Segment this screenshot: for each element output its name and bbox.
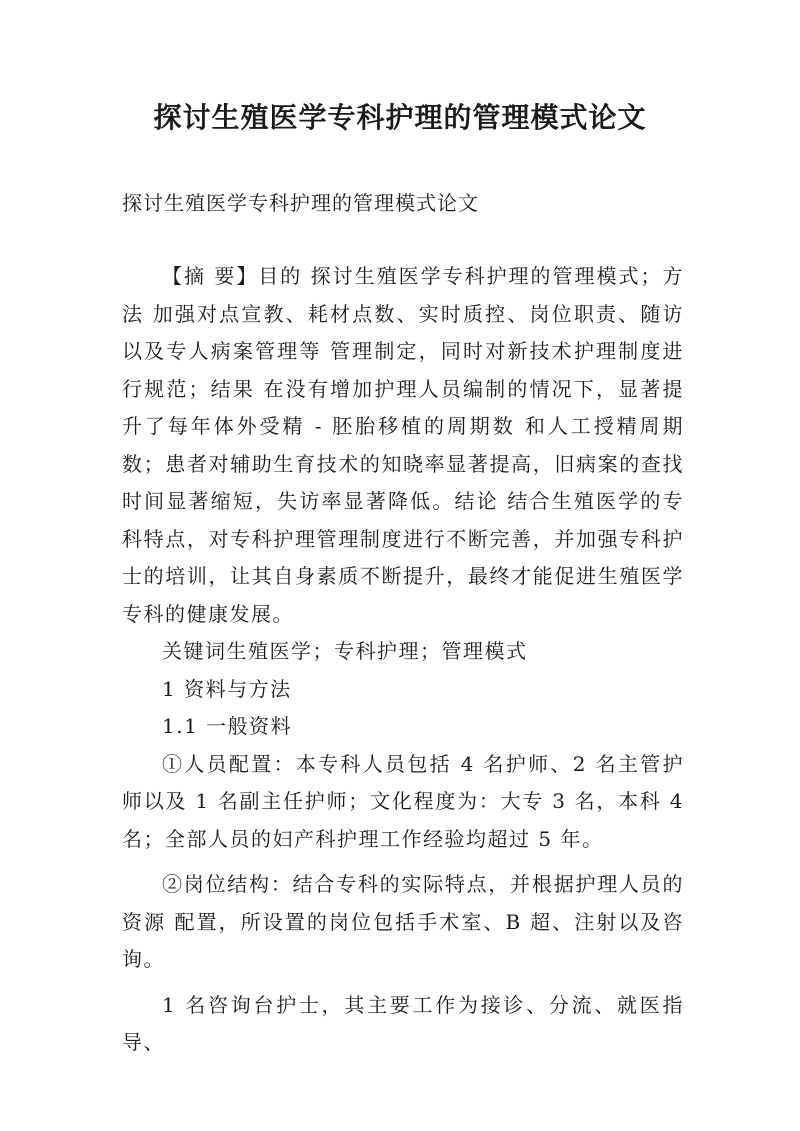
consultation-nurse-paragraph: 1 名咨询台护士，其主要工作为接诊、分流、就医指导、 [122, 992, 684, 1054]
section-heading: 1 资料与方法 [162, 676, 292, 701]
document-title: 探讨生殖医学专科护理的管理模式论文 [153, 101, 647, 134]
keywords-line: 关键词生殖医学；专科护理；管理模式 [162, 639, 528, 663]
subsection-heading: 1.1 一般资料 [162, 714, 293, 738]
document-subtitle: 探讨生殖医学专科护理的管理模式论文 [122, 191, 479, 215]
staff-paragraph: ①人员配置：本专科人员包括 4 名护师、2 名主管护师以及 1 名副主任护师；文化程度为：大专 3 名，本科 4 名；全部人员的妇产科护理工作经验均超过 5 年。 [122, 751, 684, 851]
abstract-paragraph: 【摘 要】目的 探讨生殖医学专科护理的管理模式；方法 加强对点宣教、耗材点数、实时质控、岗位职责、随访以及专人病案管理等 管理制定，同时对新技术护理制度进行规范；结果 在没有增加护理人员编制的情况下，显著提升了每年体外受精 - 胚胎移植的周期数 和人工授精周期数；患者对辅助生育技术的知晓率显著提高，旧病案的查找时间显著缩短，失访率显著降低。结论 结合生殖医学的专科特点，对专科护理管理制度进行不断完善，并加强专科护士的培训，让其自身素质不断提升，最终才能促进生殖医学专科的健康发展。 [122, 264, 684, 626]
post-structure-paragraph: ②岗位结构：结合专科的实际特点，并根据护理人员的资源 配置，所设置的岗位包括手术室、B 超、注射以及咨询。 [122, 872, 684, 971]
document-body [122, 258, 684, 1062]
